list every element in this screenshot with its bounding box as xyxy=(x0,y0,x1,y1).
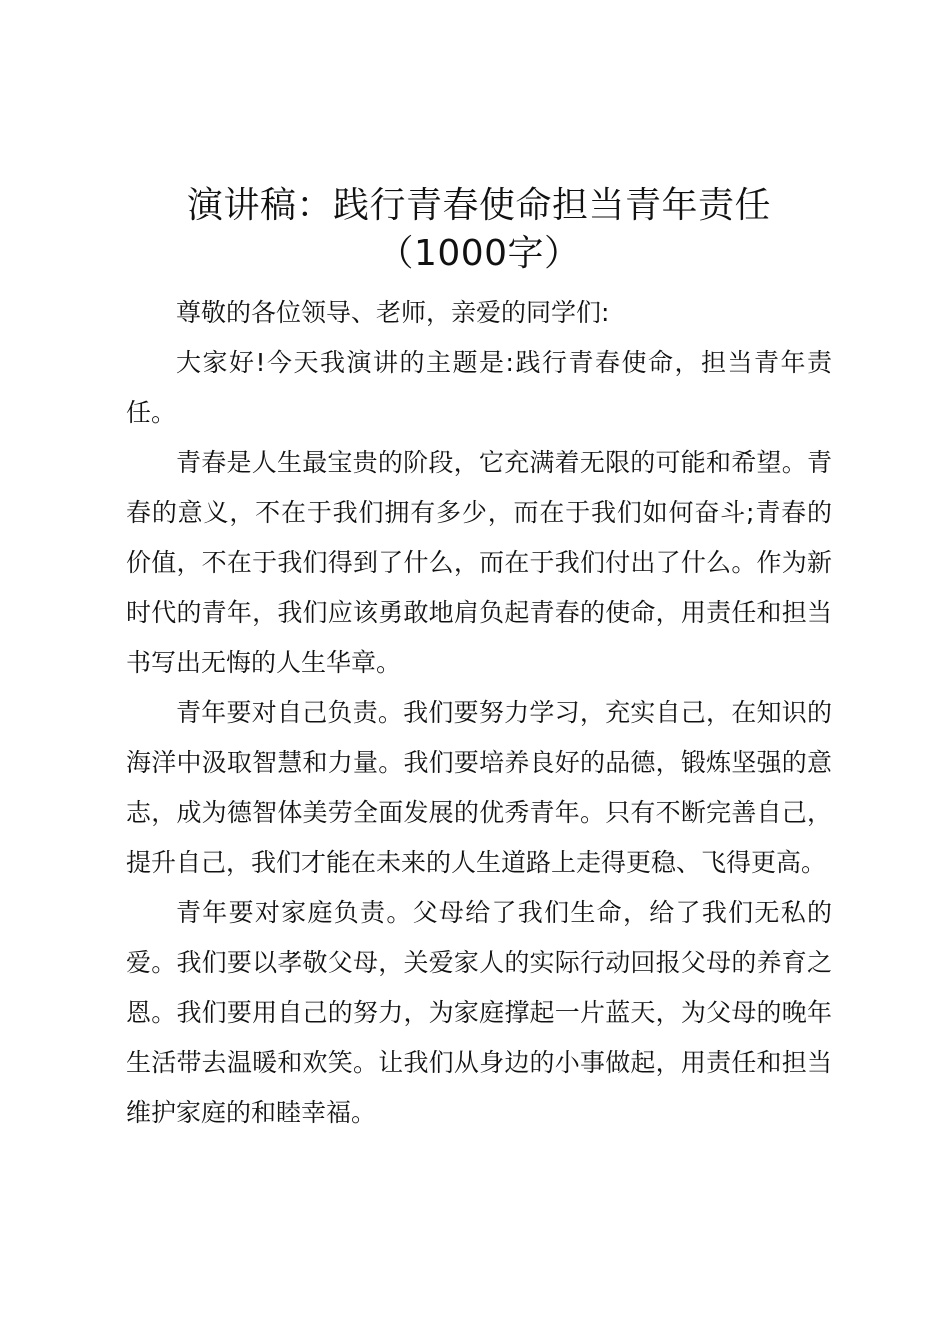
paragraph-responsible-family: 青年要对家庭负责。父母给了我们生命，给了我们无私的爱。我们要以孝敬父母，关爱家人的实际行动回报父母的养育之恩。我们要用自己的努力，为家庭撑起一片蓝天，为父母的晚年生活带去温暖和欢笑。让我们从身边的小事做起，用责任和担当维护家庭的和睦幸福。 xyxy=(126,898,832,1127)
paragraph-greeting: 尊敬的各位领导、老师，亲爱的同学们: xyxy=(176,298,610,327)
paragraph-responsible-self: 青年要对自己负责。我们要努力学习，充实自己，在知识的海洋中汲取智慧和力量。我们要培养良好的品德，锻炼坚强的意志，成为德智体美劳全面发展的优秀青年。只有不断完善自己，提升自己，我们才能在未来的人生道路上走得更稳、飞得更高。 xyxy=(126,698,832,877)
document-title: 演讲稿：践行青春使命担当青年责任（1000字） xyxy=(186,185,771,274)
document-body xyxy=(126,288,832,1138)
paragraph-youth-meaning: 青春是人生最宝贵的阶段，它充满着无限的可能和希望。青春的意义，不在于我们拥有多少，而在于我们如何奋斗;青春的价值，不在于我们得到了什么，而在于我们付出了什么。作为新时代的青年，我们应该勇敢地肩负起青春的使命，用责任和担当书写出无悔的人生华章。 xyxy=(126,448,832,677)
document-page xyxy=(126,182,832,1138)
paragraph-opening: 大家好!今天我演讲的主题是:践行青春使命，担当青年责任。 xyxy=(126,348,832,427)
